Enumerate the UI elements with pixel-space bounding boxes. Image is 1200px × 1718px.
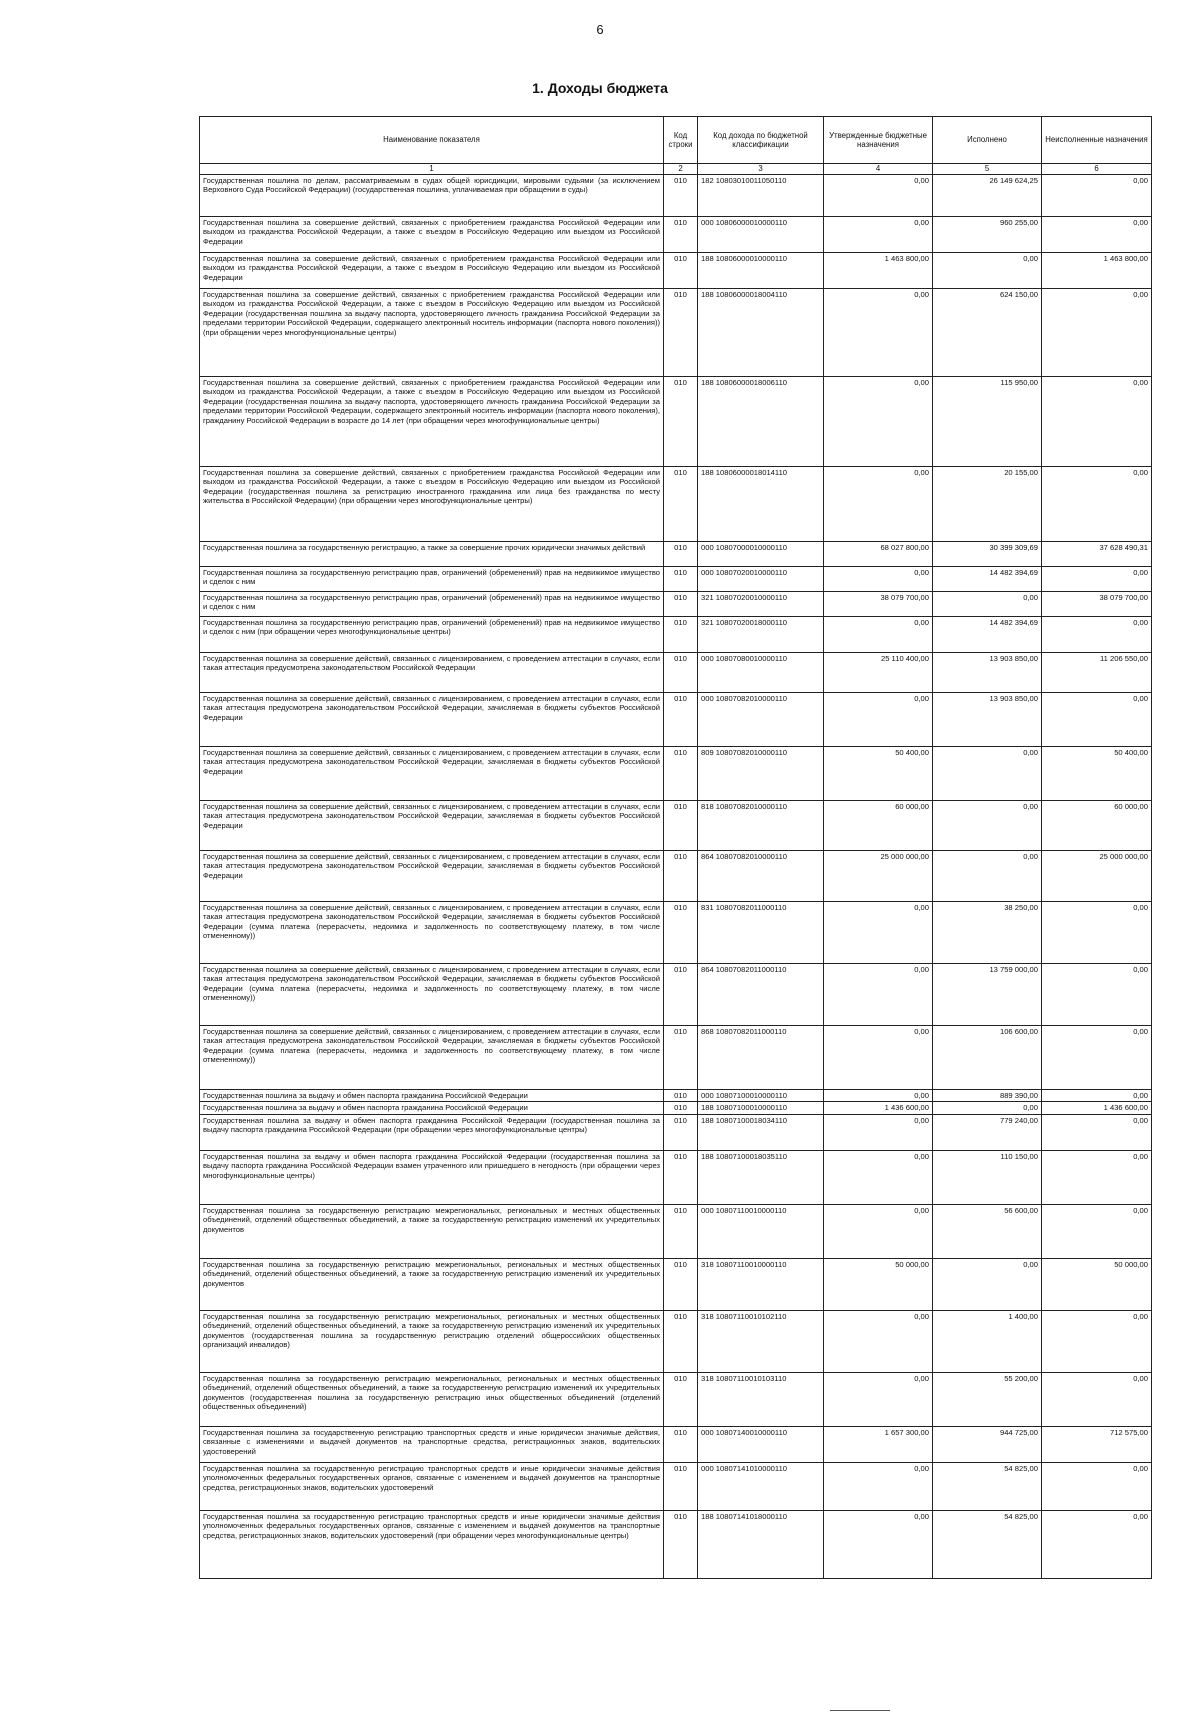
col-header-executed: Исполнено — [933, 117, 1042, 164]
row-approved: 60 000,00 — [824, 801, 933, 851]
table-row — [200, 617, 1152, 653]
row-line-code: 010 — [664, 592, 698, 617]
row-executed: 779 240,00 — [933, 1114, 1042, 1150]
row-name: Государственная пошлина за государственную регистрацию межрегиональных, региональных и местных общественных объединений, отделений общественных объединений, а также за государственную регистрацию изменений их учредительных документов — [200, 1204, 664, 1258]
row-name: Государственная пошлина за государственную регистрацию межрегиональных, региональных и местных общественных объединений, отделений общественных объединений, а также за государственную регистрацию изменений их учредительных документов — [200, 1258, 664, 1310]
row-approved: 0,00 — [824, 1090, 933, 1102]
row-approved: 0,00 — [824, 902, 933, 964]
row-unexecuted: 0,00 — [1042, 217, 1152, 253]
row-classification-code: 188 10806000018006110 — [698, 377, 824, 467]
table-row — [200, 747, 1152, 801]
row-classification-code: 318 10807110010102110 — [698, 1310, 824, 1372]
table-row — [200, 217, 1152, 253]
row-name: Государственная пошлина за совершение действий, связанных с приобретением гражданства Российской Федерации или выходом из гражданства Российской Федерации, а также с въездом в Российскую Федерацию или выездом из Российской Федерации (государственная пошлина за выдачу паспорта, удостоверяющего личность гражданина Российской Федерации за пределами территории Российской Федерации, содержащего электронный носитель информации (паспорта нового поколения), гражданину Российской Федерации в возрасте до 14 лет (при обращении через многофункциональные центры) — [200, 377, 664, 467]
row-classification-code: 000 10807140010000110 — [698, 1426, 824, 1462]
row-approved: 50 400,00 — [824, 747, 933, 801]
row-line-code: 010 — [664, 801, 698, 851]
row-unexecuted: 0,00 — [1042, 567, 1152, 592]
row-line-code: 010 — [664, 902, 698, 964]
row-name: Государственная пошлина за совершение действий, связанных с приобретением гражданства Российской Федерации или выходом из гражданства Российской Федерации, а также с въездом в Российскую Федерацию или выездом из Российской Федерации — [200, 217, 664, 253]
row-executed: 0,00 — [933, 747, 1042, 801]
row-approved: 0,00 — [824, 1114, 933, 1150]
row-executed: 0,00 — [933, 801, 1042, 851]
row-name: Государственная пошлина по делам, рассматриваемым в судах общей юрисдикции, мировыми судьями (за исключением Верховного Суда Российской Федерации) (государственная пошлина, уплачиваемая при обращении в суды) — [200, 175, 664, 217]
row-unexecuted: 25 000 000,00 — [1042, 851, 1152, 902]
row-approved: 0,00 — [824, 964, 933, 1026]
row-unexecuted: 0,00 — [1042, 175, 1152, 217]
table-row — [200, 175, 1152, 217]
row-approved: 50 000,00 — [824, 1258, 933, 1310]
row-classification-code: 818 10807082010000110 — [698, 801, 824, 851]
row-executed: 13 903 850,00 — [933, 653, 1042, 693]
row-executed: 14 482 394,69 — [933, 617, 1042, 653]
row-unexecuted: 0,00 — [1042, 377, 1152, 467]
table-row — [200, 1150, 1152, 1204]
row-approved: 0,00 — [824, 467, 933, 542]
row-line-code: 010 — [664, 1510, 698, 1578]
row-executed: 0,00 — [933, 1258, 1042, 1310]
row-executed: 13 903 850,00 — [933, 693, 1042, 747]
row-approved: 0,00 — [824, 1150, 933, 1204]
table-row — [200, 289, 1152, 377]
row-line-code: 010 — [664, 1372, 698, 1426]
row-unexecuted: 0,00 — [1042, 964, 1152, 1026]
row-executed: 110 150,00 — [933, 1150, 1042, 1204]
row-classification-code: 000 10807000010000110 — [698, 542, 824, 567]
row-approved: 0,00 — [824, 617, 933, 653]
row-unexecuted: 0,00 — [1042, 1204, 1152, 1258]
row-unexecuted: 0,00 — [1042, 1510, 1152, 1578]
row-approved: 25 000 000,00 — [824, 851, 933, 902]
row-classification-code: 188 10806000010000110 — [698, 253, 824, 289]
row-unexecuted: 0,00 — [1042, 1462, 1152, 1510]
row-approved: 0,00 — [824, 1026, 933, 1090]
row-classification-code: 188 10806000018014110 — [698, 467, 824, 542]
row-unexecuted: 0,00 — [1042, 289, 1152, 377]
row-executed: 30 399 309,69 — [933, 542, 1042, 567]
row-unexecuted: 0,00 — [1042, 1310, 1152, 1372]
table-row — [200, 964, 1152, 1026]
row-executed: 0,00 — [933, 592, 1042, 617]
row-classification-code: 182 10803010011050110 — [698, 175, 824, 217]
row-executed: 38 250,00 — [933, 902, 1042, 964]
revenue-table — [199, 116, 1152, 1579]
row-executed: 54 825,00 — [933, 1510, 1042, 1578]
row-name: Государственная пошлина за совершение действий, связанных с лицензированием, с проведением аттестации в случаях, если такая аттестация предусмотрена законодательством Российской Федерации, зачисляемая в бюджеты субъектов Российской Федерации — [200, 801, 664, 851]
row-name: Государственная пошлина за государственную регистрацию транспортных средств и иные юридически значимые действия уполномоченных федеральных государственных органов, связанные с изменением и выдачей документов на транспортные средства, регистрационных знаков, водительских удостоверений — [200, 1462, 664, 1510]
col-number: 4 — [824, 164, 933, 175]
row-classification-code: 000 10807020010000110 — [698, 567, 824, 592]
row-executed: 54 825,00 — [933, 1462, 1042, 1510]
row-approved: 0,00 — [824, 175, 933, 217]
row-name: Государственная пошлина за совершение действий, связанных с лицензированием, с проведением аттестации в случаях, если такая аттестация предусмотрена законодательством Российской Федерации, зачисляемая в бюджеты субъектов Российской Федерации (сумма платежа (перерасчеты, недоимка и задолженность по соответствующему платежу, в том числе отмененному)) — [200, 902, 664, 964]
row-line-code: 010 — [664, 1114, 698, 1150]
table-row — [200, 851, 1152, 902]
row-unexecuted: 0,00 — [1042, 1090, 1152, 1102]
row-unexecuted: 712 575,00 — [1042, 1426, 1152, 1462]
row-line-code: 010 — [664, 851, 698, 902]
row-name: Государственная пошлина за государственную регистрацию прав, ограничений (обременений) прав на недвижимое имущество и сделок с ним — [200, 567, 664, 592]
row-line-code: 010 — [664, 567, 698, 592]
row-line-code: 010 — [664, 693, 698, 747]
row-classification-code: 809 10807082010000110 — [698, 747, 824, 801]
footer-rule — [830, 1710, 890, 1711]
row-classification-code: 000 10807082010000110 — [698, 693, 824, 747]
row-executed: 960 255,00 — [933, 217, 1042, 253]
row-executed: 26 149 624,25 — [933, 175, 1042, 217]
row-line-code: 010 — [664, 1310, 698, 1372]
row-name: Государственная пошлина за государственную регистрацию межрегиональных, региональных и местных общественных объединений, отделений общественных объединений, а также за государственную регистрацию изменений их учредительных документов (государственная пошлина за государственную регистрацию иных общественных объединений (отделений общественных объединений) — [200, 1372, 664, 1426]
row-approved: 38 079 700,00 — [824, 592, 933, 617]
table-row — [200, 1426, 1152, 1462]
table-body — [200, 175, 1152, 1579]
col-header-classification-code: Код дохода по бюджетной классификации — [698, 117, 824, 164]
row-classification-code: 321 10807020010000110 — [698, 592, 824, 617]
row-classification-code: 188 10807100010000110 — [698, 1102, 824, 1114]
table-row — [200, 1204, 1152, 1258]
row-classification-code: 318 10807110010000110 — [698, 1258, 824, 1310]
row-executed: 13 759 000,00 — [933, 964, 1042, 1026]
row-name: Государственная пошлина за совершение действий, связанных с лицензированием, с проведением аттестации в случаях, если такая аттестация предусмотрена законодательством Российской Федерации, зачисляемая в бюджеты субъектов Российской Федерации — [200, 693, 664, 747]
row-approved: 0,00 — [824, 289, 933, 377]
row-approved: 0,00 — [824, 1510, 933, 1578]
table-row — [200, 1462, 1152, 1510]
table-header-row — [200, 117, 1152, 164]
table-row — [200, 592, 1152, 617]
row-executed: 0,00 — [933, 253, 1042, 289]
row-name: Государственная пошлина за совершение действий, связанных с лицензированием, с проведением аттестации в случаях, если такая аттестация предусмотрена законодательством Российской Федерации, зачисляемая в бюджеты субъектов Российской Федерации (сумма платежа (перерасчеты, недоимка и задолженность по соответствующему платежу, в том числе отмененному)) — [200, 1026, 664, 1090]
row-classification-code: 831 10807082011000110 — [698, 902, 824, 964]
table-row — [200, 1114, 1152, 1150]
col-number: 3 — [698, 164, 824, 175]
row-approved: 0,00 — [824, 1204, 933, 1258]
table-row — [200, 1372, 1152, 1426]
row-approved: 0,00 — [824, 1310, 933, 1372]
row-line-code: 010 — [664, 542, 698, 567]
row-classification-code: 188 10807100018034110 — [698, 1114, 824, 1150]
row-name: Государственная пошлина за совершение действий, связанных с лицензированием, с проведением аттестации в случаях, если такая аттестация предусмотрена законодательством Российской Федерации, зачисляемая в бюджеты субъектов Российской Федерации (сумма платежа (перерасчеты, недоимка и задолженность по соответствующему платежу, в том числе отмененному)) — [200, 964, 664, 1026]
table-row — [200, 1510, 1152, 1578]
row-executed: 0,00 — [933, 851, 1042, 902]
row-unexecuted: 11 206 550,00 — [1042, 653, 1152, 693]
row-name: Государственная пошлина за государственную регистрацию межрегиональных, региональных и местных общественных объединений, отделений общественных объединений, а также за государственную регистрацию изменений их учредительных документов (государственная пошлина за государственную регистрацию отделений общероссийских общественных организаций инвалидов) — [200, 1310, 664, 1372]
row-unexecuted: 38 079 700,00 — [1042, 592, 1152, 617]
col-number: 2 — [664, 164, 698, 175]
row-line-code: 010 — [664, 653, 698, 693]
row-unexecuted: 0,00 — [1042, 617, 1152, 653]
row-unexecuted: 0,00 — [1042, 693, 1152, 747]
row-classification-code: 000 10807100010000110 — [698, 1090, 824, 1102]
row-classification-code: 318 10807110010103110 — [698, 1372, 824, 1426]
row-classification-code: 188 10807141018000110 — [698, 1510, 824, 1578]
table-row — [200, 801, 1152, 851]
row-approved: 0,00 — [824, 1462, 933, 1510]
row-line-code: 010 — [664, 1258, 698, 1310]
page-number: 6 — [596, 22, 604, 37]
row-name: Государственная пошлина за выдачу и обмен паспорта гражданина Российской Федерации — [200, 1090, 664, 1102]
row-executed: 624 150,00 — [933, 289, 1042, 377]
section-title: 1. Доходы бюджета — [532, 80, 668, 96]
table-row — [200, 1026, 1152, 1090]
row-classification-code: 188 10807100018035110 — [698, 1150, 824, 1204]
row-unexecuted: 0,00 — [1042, 1372, 1152, 1426]
row-line-code: 010 — [664, 747, 698, 801]
row-executed: 115 950,00 — [933, 377, 1042, 467]
row-name: Государственная пошлина за выдачу и обмен паспорта гражданина Российской Федерации — [200, 1102, 664, 1114]
row-unexecuted: 0,00 — [1042, 902, 1152, 964]
row-name: Государственная пошлина за совершение действий, связанных с лицензированием, с проведением аттестации в случаях, если такая аттестация предусмотрена законодательством Российской Федерации — [200, 653, 664, 693]
row-approved: 1 436 600,00 — [824, 1102, 933, 1114]
row-approved: 0,00 — [824, 567, 933, 592]
row-name: Государственная пошлина за совершение действий, связанных с лицензированием, с проведением аттестации в случаях, если такая аттестация предусмотрена законодательством Российской Федерации, зачисляемая в бюджеты субъектов Российской Федерации — [200, 747, 664, 801]
table-row — [200, 253, 1152, 289]
row-name: Государственная пошлина за государственную регистрацию транспортных средств и иные юридически значимые действия, связанные с изменениями и выдачей документов на транспортные средства, регистрационных знаков, водительских удостоверений — [200, 1426, 664, 1462]
row-unexecuted: 0,00 — [1042, 1150, 1152, 1204]
row-classification-code: 188 10806000018004110 — [698, 289, 824, 377]
row-line-code: 010 — [664, 964, 698, 1026]
row-line-code: 010 — [664, 1090, 698, 1102]
row-approved: 25 110 400,00 — [824, 653, 933, 693]
col-header-approved: Утвержденные бюджетные назначения — [824, 117, 933, 164]
row-name: Государственная пошлина за выдачу и обмен паспорта гражданина Российской Федерации (государственная пошлина за выдачу паспорта гражданина Российской Федерации (при обращении через многофункциональные центры) — [200, 1114, 664, 1150]
table-row — [200, 653, 1152, 693]
row-approved: 0,00 — [824, 693, 933, 747]
row-line-code: 010 — [664, 467, 698, 542]
column-number-row — [200, 164, 1152, 175]
row-name: Государственная пошлина за совершение действий, связанных с приобретением гражданства Российской Федерации или выходом из гражданства Российской Федерации, а также с въездом в Российскую Федерацию или выездом из Российской Федерации — [200, 253, 664, 289]
row-executed: 56 600,00 — [933, 1204, 1042, 1258]
row-line-code: 010 — [664, 1102, 698, 1114]
row-line-code: 010 — [664, 1204, 698, 1258]
row-name: Государственная пошлина за совершение действий, связанных с приобретением гражданства Российской Федерации или выходом из гражданства Российской Федерации, а также с въездом в Российскую Федерацию или выездом из Российской Федерации (государственная пошлина за регистрацию иностранного гражданина или лица без гражданства по месту жительства в Российской Федерации) (при обращении через многофункциональные центры) — [200, 467, 664, 542]
row-name: Государственная пошлина за совершение действий, связанных с приобретением гражданства Российской Федерации или выходом из гражданства Российской Федерации, а также с въездом в Российскую Федерацию или выездом из Российской Федерации (государственная пошлина за выдачу паспорта, удостоверяющего личность гражданина Российской Федерации за пределами территории Российской Федерации, содержащего электронный носитель информации (паспорта нового поколения)) (при обращении через многофункциональные центры) — [200, 289, 664, 377]
row-executed: 889 390,00 — [933, 1090, 1042, 1102]
row-name: Государственная пошлина за государственную регистрацию, а также за совершение прочих юридически значимых действий — [200, 542, 664, 567]
table-row — [200, 1102, 1152, 1114]
row-line-code: 010 — [664, 1426, 698, 1462]
row-classification-code: 000 10807110010000110 — [698, 1204, 824, 1258]
row-unexecuted: 0,00 — [1042, 467, 1152, 542]
col-number: 5 — [933, 164, 1042, 175]
row-line-code: 010 — [664, 617, 698, 653]
row-unexecuted: 50 000,00 — [1042, 1258, 1152, 1310]
row-executed: 20 155,00 — [933, 467, 1042, 542]
row-executed: 0,00 — [933, 1102, 1042, 1114]
row-line-code: 010 — [664, 1150, 698, 1204]
row-executed: 55 200,00 — [933, 1372, 1042, 1426]
row-approved: 0,00 — [824, 217, 933, 253]
table-row — [200, 567, 1152, 592]
col-number: 6 — [1042, 164, 1152, 175]
table-row — [200, 467, 1152, 542]
row-classification-code: 000 10806000010000110 — [698, 217, 824, 253]
table-row — [200, 902, 1152, 964]
row-classification-code: 864 10807082011000110 — [698, 964, 824, 1026]
row-line-code: 010 — [664, 253, 698, 289]
row-approved: 0,00 — [824, 377, 933, 467]
row-unexecuted: 1 436 600,00 — [1042, 1102, 1152, 1114]
row-line-code: 010 — [664, 1026, 698, 1090]
row-name: Государственная пошлина за государственную регистрацию транспортных средств и иные юридически значимые действия уполномоченных федеральных государственных органов, связанные с изменением и выдачей документов на транспортные средства, регистрационных знаков, водительских удостоверений (при обращении через многофункциональные центры) — [200, 1510, 664, 1578]
row-unexecuted: 50 400,00 — [1042, 747, 1152, 801]
row-line-code: 010 — [664, 217, 698, 253]
table-row — [200, 1310, 1152, 1372]
row-unexecuted: 0,00 — [1042, 1026, 1152, 1090]
table-row — [200, 1090, 1152, 1102]
row-classification-code: 321 10807020018000110 — [698, 617, 824, 653]
row-line-code: 010 — [664, 1462, 698, 1510]
col-header-unexecuted: Неисполненные назначения — [1042, 117, 1152, 164]
col-number: 1 — [200, 164, 664, 175]
row-executed: 1 400,00 — [933, 1310, 1042, 1372]
row-approved: 0,00 — [824, 1372, 933, 1426]
row-name: Государственная пошлина за государственную регистрацию прав, ограничений (обременений) прав на недвижимое имущество и сделок с ним — [200, 592, 664, 617]
table-row — [200, 693, 1152, 747]
col-header-line-code: Код строки — [664, 117, 698, 164]
row-line-code: 010 — [664, 175, 698, 217]
row-name: Государственная пошлина за совершение действий, связанных с лицензированием, с проведением аттестации в случаях, если такая аттестация предусмотрена законодательством Российской Федерации, зачисляемая в бюджеты субъектов Российской Федерации — [200, 851, 664, 902]
row-name: Государственная пошлина за государственную регистрацию прав, ограничений (обременений) прав на недвижимое имущество и сделок с ним (при обращении через многофункциональные центры) — [200, 617, 664, 653]
row-executed: 944 725,00 — [933, 1426, 1042, 1462]
row-classification-code: 000 10807141010000110 — [698, 1462, 824, 1510]
row-executed: 106 600,00 — [933, 1026, 1042, 1090]
row-executed: 14 482 394,69 — [933, 567, 1042, 592]
table-row — [200, 377, 1152, 467]
row-unexecuted: 0,00 — [1042, 1114, 1152, 1150]
row-classification-code: 000 10807080010000110 — [698, 653, 824, 693]
table-row — [200, 542, 1152, 567]
row-line-code: 010 — [664, 377, 698, 467]
row-unexecuted: 37 628 490,31 — [1042, 542, 1152, 567]
row-line-code: 010 — [664, 289, 698, 377]
row-unexecuted: 60 000,00 — [1042, 801, 1152, 851]
row-classification-code: 868 10807082011000110 — [698, 1026, 824, 1090]
col-header-name: Наименование показателя — [200, 117, 664, 164]
row-approved: 1 463 800,00 — [824, 253, 933, 289]
row-approved: 1 657 300,00 — [824, 1426, 933, 1462]
table-row — [200, 1258, 1152, 1310]
row-name: Государственная пошлина за выдачу и обмен паспорта гражданина Российской Федерации (государственная пошлина за выдачу паспорта гражданина Российской Федерации взамен утраченного или пришедшего в негодность (при обращении через многофункциональные центры) — [200, 1150, 664, 1204]
row-classification-code: 864 10807082010000110 — [698, 851, 824, 902]
row-approved: 68 027 800,00 — [824, 542, 933, 567]
row-unexecuted: 1 463 800,00 — [1042, 253, 1152, 289]
